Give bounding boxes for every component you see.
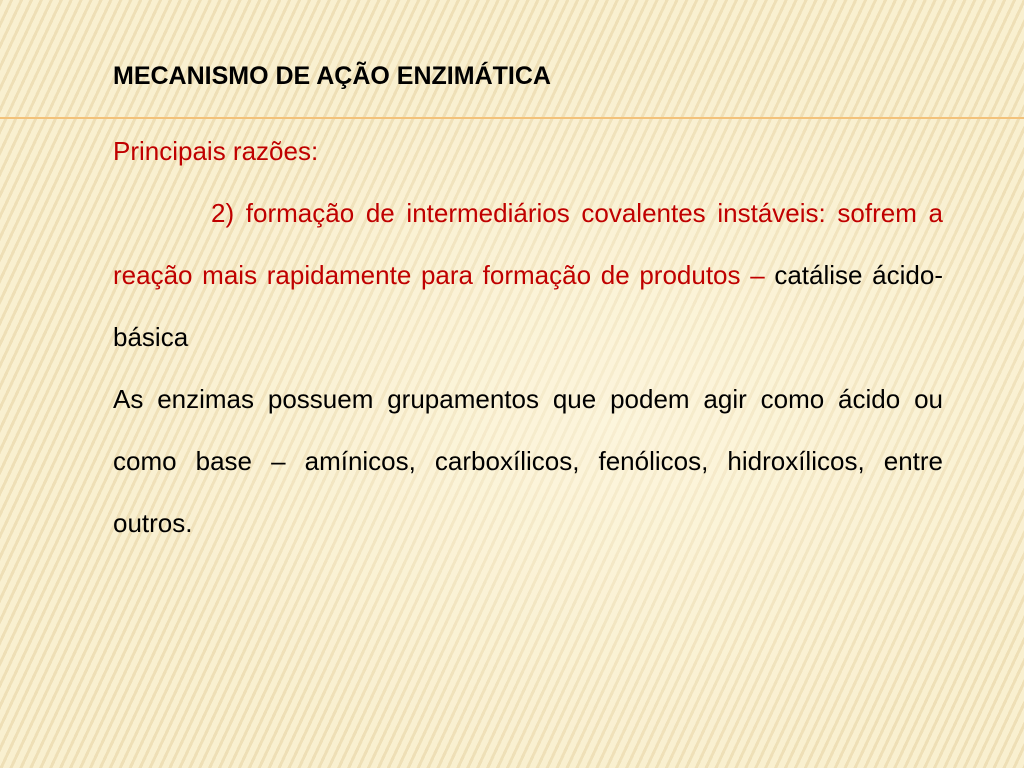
slide-body <box>113 120 943 554</box>
slide-title: MECANISMO DE AÇÃO ENZIMÁTICA <box>113 62 551 90</box>
title-divider <box>0 117 1024 119</box>
subtitle: Principais razões: <box>113 136 319 166</box>
enzymes-paragraph: As enzimas possuem grupamentos que podem agir como ácido ou como base – amínicos, carboxílicos, fenólicos, hidroxílicos, entre outros. <box>113 384 943 538</box>
point-2-red-text: 2) formação de intermediários covalentes instáveis: sofrem a reação mais rapidamente para formação de produtos – <box>113 198 943 290</box>
point-2-black-text: catálise ácido-básica <box>113 260 943 352</box>
point-2 <box>113 182 943 368</box>
